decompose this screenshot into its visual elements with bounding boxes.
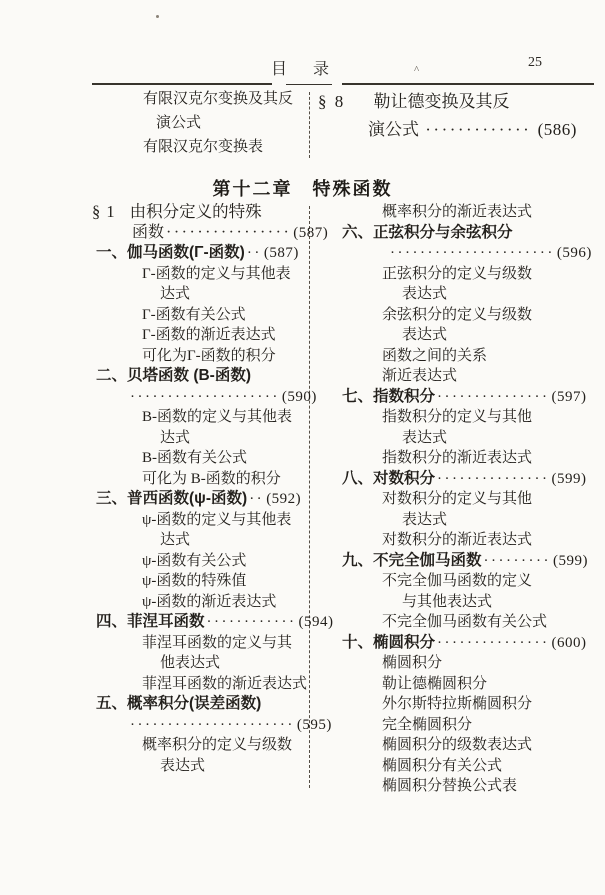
entry-title: ψ-函数的定义与其他表 — [142, 511, 292, 528]
entry-marker: § 1 — [92, 202, 116, 221]
entry-title: 演公式 — [156, 115, 202, 131]
toc-line-sub — [328, 264, 598, 285]
entry-title: 指数积分的定义与其他 — [382, 409, 533, 425]
toc-line-dotsline — [90, 387, 317, 408]
dot-leader: ········· — [483, 552, 551, 569]
toc-line-sub — [328, 448, 598, 469]
entry-marker: 十、 — [342, 633, 374, 651]
toc-line-sub — [90, 346, 312, 367]
entry-title: 勒让德变换及其反 — [373, 92, 510, 111]
entry-page-ref: (590) — [281, 388, 317, 405]
toc-line-sub — [328, 735, 598, 756]
dot-leader: ··············· — [437, 470, 550, 487]
entry-title: 椭圆积分 — [382, 655, 443, 671]
header-rule-left — [92, 83, 272, 85]
toc-line-sub — [328, 489, 598, 510]
entry-title: 表达式 — [402, 327, 448, 343]
scan-caret-mark: ^ — [414, 64, 420, 76]
entry-title: 对数积分 — [373, 469, 436, 487]
toc-line-section — [90, 202, 312, 223]
toc-line-sub — [90, 407, 312, 428]
entry-title: 菲涅耳函数的渐近表达式 — [142, 675, 308, 692]
entry-title: 不完全伽马函数 — [373, 551, 482, 569]
entry-title: 贝塔函数 (B-函数) — [127, 367, 252, 384]
toc-line-sub — [90, 674, 312, 695]
toc-line-sub2 — [90, 428, 312, 449]
toc-line-sub — [328, 571, 598, 592]
entry-title: 普西函数(ψ-函数) — [127, 490, 248, 507]
entry-title: 达式 — [160, 429, 191, 446]
page-number: 25 — [528, 55, 542, 70]
entry-title: 表达式 — [402, 286, 448, 302]
toc-left-column — [90, 202, 334, 776]
dot-leader: ······················ — [130, 716, 295, 733]
entry-marker: 九、 — [342, 551, 374, 569]
toc-line-sub2 — [90, 284, 312, 305]
entry-title: 余弦积分的定义与级数 — [382, 306, 533, 323]
toc-line-sub — [90, 325, 312, 346]
entry-title: 对数积分的渐近表达式 — [382, 532, 533, 548]
entry-title: 他表达式 — [160, 655, 221, 671]
header-title: 目 录 — [270, 61, 334, 78]
section-8-cont-line — [318, 116, 598, 144]
toc-line-sub — [328, 694, 598, 715]
header-rule-mid — [286, 84, 332, 85]
entry-title: 不完全伽马函数的定义 — [382, 573, 533, 589]
entry-page-ref: (599) — [553, 552, 588, 569]
toc-line-sub — [90, 633, 312, 654]
dot-leader: ············ — [206, 614, 297, 630]
entry-marker: 一、 — [96, 244, 128, 261]
entry-page-ref: (594) — [298, 614, 334, 630]
dot-leader: ················ — [166, 223, 292, 241]
entry-title: 概率积分的定义与级数 — [142, 737, 293, 753]
entry-title: 可化为 B-函数的积分 — [142, 470, 281, 487]
toc-line-sub — [328, 776, 598, 797]
entry-title: 与其他表达式 — [402, 593, 493, 610]
entry-title: 外尔斯特拉斯椭圆积分 — [382, 696, 533, 712]
entry-title: B-函数有关公式 — [142, 450, 248, 466]
entry-marker: 六、 — [342, 223, 374, 241]
toc-line-sub — [90, 305, 312, 326]
entry-title: 由积分定义的特殊 — [129, 202, 262, 221]
entry-title: 指数积分 — [373, 387, 436, 405]
entry-title: 椭圆积分 — [373, 633, 436, 651]
entry-title: 函数 — [132, 223, 165, 241]
toc-line-item — [328, 551, 598, 572]
entry-title: 正弦积分的定义与级数 — [382, 265, 533, 282]
toc-line-item — [90, 612, 334, 633]
entry-marker: 七、 — [342, 387, 374, 405]
entry-title: 函数之间的关系 — [382, 347, 488, 364]
toc-line-item — [328, 223, 598, 244]
toc-line-sub2 — [90, 653, 312, 674]
toc-line-item — [90, 366, 312, 387]
toc-line-sub2 — [90, 111, 318, 135]
prev-chapter-left-entries — [90, 87, 318, 159]
entry-page-ref: (587) — [293, 224, 329, 241]
toc-line-sub — [328, 202, 598, 223]
toc-line-dotsline — [90, 715, 332, 736]
entry-title: 表达式 — [402, 429, 448, 446]
toc-line-sub — [328, 653, 598, 674]
section-8-entry — [318, 88, 598, 144]
entry-title: Γ-函数有关公式 — [142, 306, 246, 323]
dot-leader: ······················ — [390, 245, 555, 261]
entry-title: 指数积分的渐近表达式 — [382, 450, 533, 466]
entry-marker: 八、 — [342, 469, 374, 487]
toc-line-sub — [90, 592, 312, 613]
toc-line-item — [328, 633, 598, 654]
section-number: § 8 — [318, 92, 346, 111]
entry-title: 椭圆积分有关公式 — [382, 757, 503, 774]
entry-title: ψ-函数有关公式 — [142, 552, 247, 569]
entry-title: 不完全伽马函数有关公式 — [382, 614, 548, 630]
toc-line-sub — [328, 715, 598, 736]
entry-page-ref: (587) — [263, 245, 299, 261]
entry-title: 概率积分的渐近表达式 — [382, 204, 533, 220]
toc-right-column — [328, 202, 598, 797]
entry-title: 表达式 — [160, 757, 206, 774]
section-8-title-line — [318, 88, 598, 116]
toc-line-dotsline — [328, 243, 598, 264]
entry-title: 完全椭圆积分 — [382, 716, 473, 733]
entry-page-ref: (600) — [551, 634, 587, 651]
entry-page-ref: (599) — [551, 470, 587, 487]
toc-line-sub — [328, 346, 598, 367]
entry-page-ref: (596) — [556, 245, 592, 261]
toc-line-sub2 — [328, 325, 598, 346]
entry-title: 表达式 — [402, 511, 448, 528]
entry-marker: 三、 — [96, 490, 128, 507]
toc-line-sub2 — [328, 284, 598, 305]
entry-marker: 五、 — [96, 695, 128, 712]
toc-line-sub2 — [328, 428, 598, 449]
entry-marker: 四、 — [96, 613, 128, 630]
toc-line-sub — [328, 366, 598, 387]
toc-line-sub — [328, 407, 598, 428]
toc-line-sub — [90, 87, 318, 111]
toc-line-sub — [328, 530, 598, 551]
toc-line-sub — [328, 674, 598, 695]
entry-title: 达式 — [160, 286, 191, 302]
dot-leader: ··············· — [437, 388, 550, 405]
entry-title: 菲涅耳函数的定义与其 — [142, 634, 293, 651]
toc-line-sub — [90, 264, 312, 285]
toc-line-sub — [90, 135, 318, 159]
entry-page-ref: (586) — [537, 120, 577, 139]
toc-line-sub — [90, 448, 312, 469]
dot-leader: ·· — [249, 491, 265, 507]
toc-line-sub — [90, 469, 312, 490]
header-rule-right — [342, 83, 594, 85]
toc-line-item — [90, 694, 312, 715]
entry-title: ψ-函数的特殊值 — [142, 573, 247, 589]
toc-line-sub — [90, 571, 312, 592]
toc-line-sub2 — [328, 592, 598, 613]
entry-title: 达式 — [160, 532, 191, 548]
toc-line-item — [328, 387, 598, 408]
entry-title: Γ-函数的定义与其他表 — [142, 265, 291, 282]
entry-title: 有限汉克尔变换表 — [143, 139, 264, 155]
toc-line-sub — [328, 305, 598, 326]
entry-title: 伽马函数(Γ-函数) — [127, 244, 245, 261]
entry-title: ψ-函数的渐近表达式 — [142, 593, 277, 610]
entry-title: 椭圆积分的级数表达式 — [382, 737, 533, 753]
entry-title: 可化为Γ-函数的积分 — [142, 347, 276, 364]
toc-line-sub — [328, 756, 598, 777]
entry-title: 椭圆积分替换公式表 — [382, 778, 518, 794]
entry-title: Γ-函数的渐近表达式 — [142, 327, 276, 343]
entry-marker: 二、 — [96, 367, 128, 384]
toc-line-item — [90, 489, 312, 510]
chapter-title: 第十二章 特殊函数 — [212, 179, 393, 199]
toc-line-sub2 — [90, 756, 312, 777]
toc-line-sub — [328, 612, 598, 633]
entry-title: 渐近表达式 — [382, 368, 458, 384]
entry-page-ref: (592) — [266, 491, 302, 507]
toc-line-sub — [90, 735, 312, 756]
scan-speck — [156, 15, 159, 18]
toc-line-sub — [90, 510, 312, 531]
column-divider-top — [309, 92, 310, 158]
toc-line-sub2 — [328, 510, 598, 531]
entry-title: 菲涅耳函数 — [127, 613, 205, 630]
toc-line-item — [328, 469, 598, 490]
entry-title-cont: 演公式 — [368, 120, 419, 139]
entry-title: 概率积分(误差函数) — [127, 695, 262, 712]
dot-leader: ···················· — [130, 388, 280, 405]
entry-title: 对数积分的定义与其他 — [382, 491, 533, 507]
toc-line-sub2 — [90, 530, 312, 551]
toc-line-cont1 — [90, 223, 329, 244]
entry-page-ref: (597) — [551, 388, 587, 405]
entry-title: 正弦积分与余弦积分 — [373, 223, 513, 241]
entry-title: 勒让德椭圆积分 — [382, 675, 488, 692]
dot-leader: ············· — [425, 120, 532, 139]
entry-title: B-函数的定义与其他表 — [142, 409, 293, 425]
toc-line-item — [90, 243, 312, 264]
dot-leader: ··············· — [437, 634, 550, 651]
dot-leader: ·· — [246, 245, 262, 261]
entry-page-ref: (595) — [296, 716, 332, 733]
toc-line-sub — [90, 551, 312, 572]
entry-title: 有限汉克尔变换及其反 — [143, 91, 294, 107]
